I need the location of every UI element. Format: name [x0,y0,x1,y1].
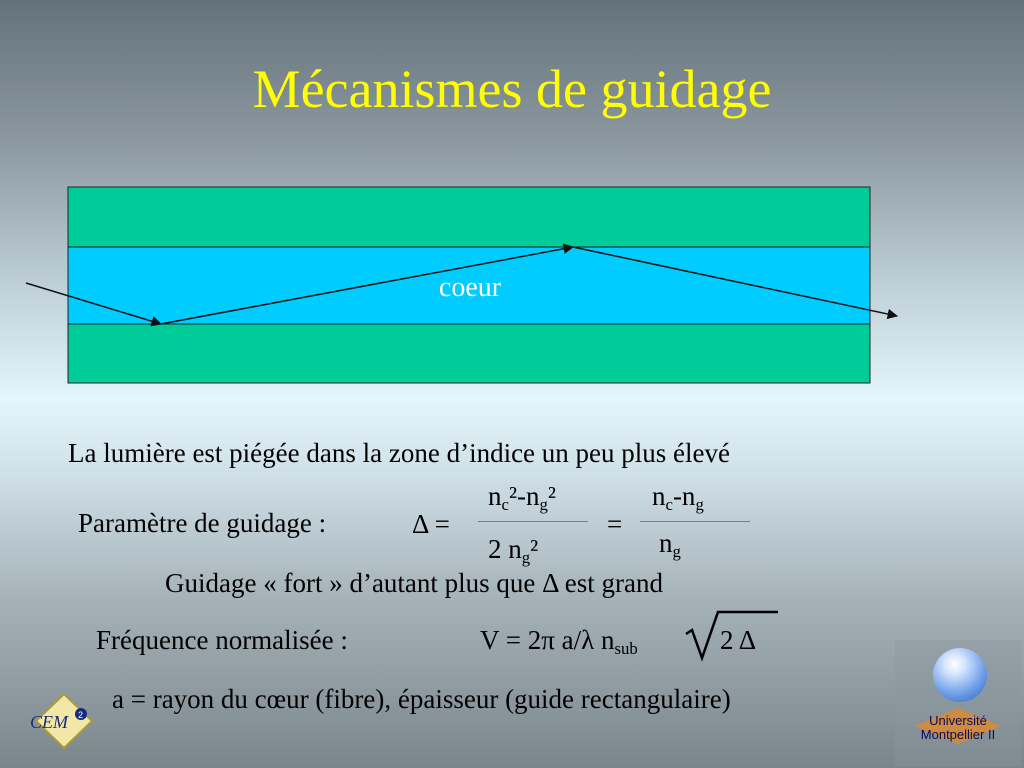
cladding-bottom [68,324,870,383]
svg-text:2: 2 [78,710,84,720]
fraction1-numerator: $n_c^2-n_g^2$ [488,481,557,515]
frequency-formula: V = 2π a/λ $n_{sub}$ [480,625,638,659]
fraction1-bar [478,521,588,522]
cem-logo [26,690,96,752]
fraction2-numerator: $n_c-n_g$ [652,481,704,515]
fraction1-denominator: 2 $n_g^2$ [488,534,539,568]
equals-sign: = [607,509,623,539]
cem-logo-icon [26,690,96,752]
core-label: coeur [438,272,502,303]
svg-text:CEM: CEM [30,712,68,732]
university-logo [895,640,1021,766]
sqrt-content: 2 Δ [720,625,757,655]
statement-text: La lumière est piégée dans la zone d’indice un peu plus élevé [68,438,730,468]
definition-text: a = rayon du cœur (fibre), épaisseur (guide rectangulaire) [112,684,731,714]
frequency-label: Fréquence normalisée : [96,625,348,655]
fraction2-denominator: $n_g$ [659,528,681,562]
globe-icon [933,648,987,702]
university-name-line1: Université [929,713,987,728]
university-name-line2: Montpellier II [920,727,996,742]
cladding-top [68,187,870,247]
fraction2-bar [640,521,750,522]
strong-guidance-text: Guidage « fort » d’autant plus que Δ est grand [165,568,663,598]
slide-title: Mécanismes de guidage [252,59,772,119]
guidage-label: Paramètre de guidage : [78,508,327,538]
delta-equals: Δ = [412,509,450,539]
